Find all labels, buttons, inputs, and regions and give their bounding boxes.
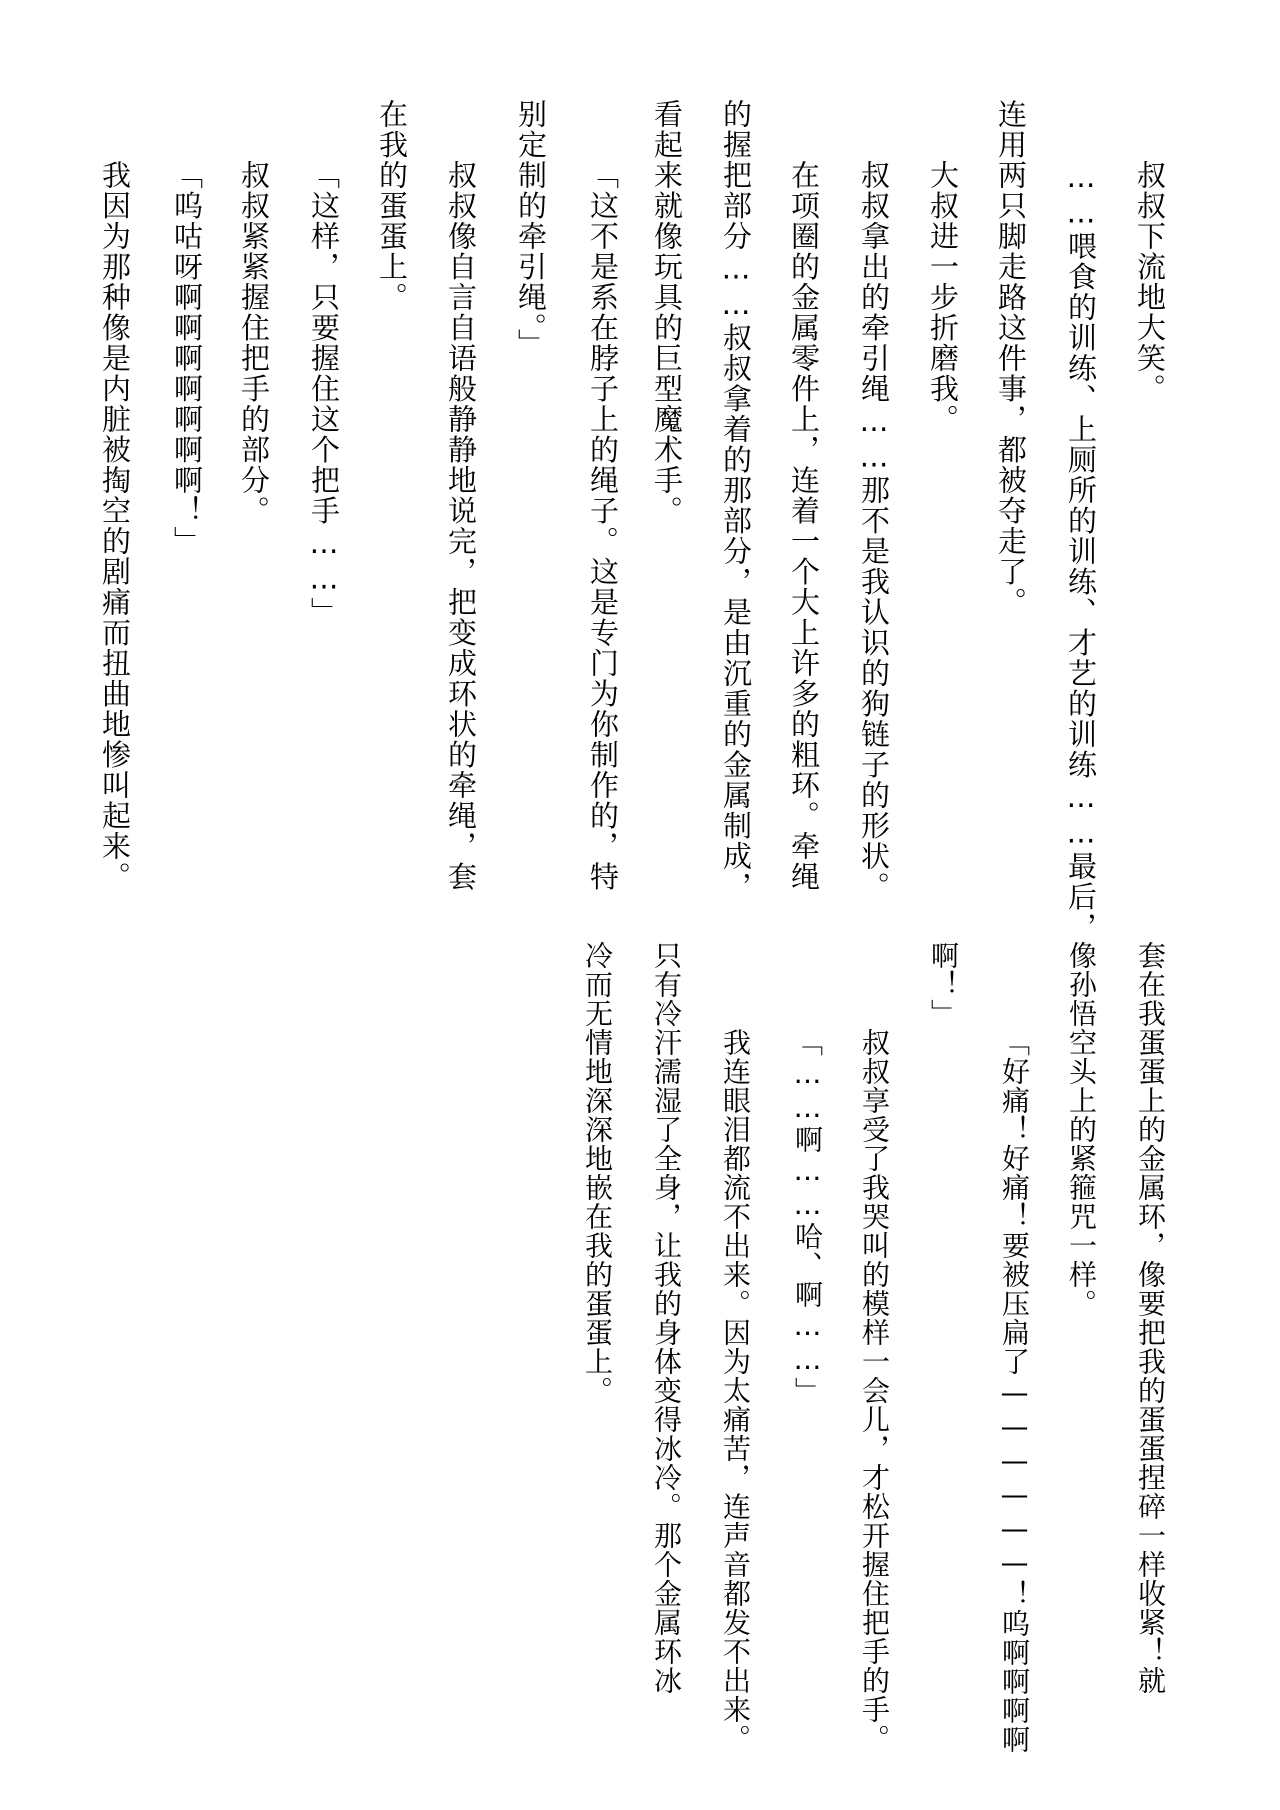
text-column: 我因为那种像是内脏被掏空的剧痛而扭曲地惨叫起来。 [98, 160, 132, 892]
text-column: 大叔进一步折磨我。 [926, 160, 960, 435]
text-column: 只有冷汗濡湿了全身，让我的身体变得冰冷。那个金属环冰 [650, 941, 683, 1695]
text-column: 看起来就像玩具的巨型魔术手。 [650, 99, 684, 526]
text-column: 冷而无情地深深地嵌在我的蛋蛋上。 [581, 941, 614, 1405]
text-column: 像孙悟空头上的紧箍咒一样。 [1065, 941, 1098, 1318]
text-column: ……喂食的训练、上厕所的训练、才艺的训练……最后， [1064, 160, 1098, 943]
text-column: 「……啊……哈、啊……」 [791, 1028, 824, 1406]
text-column: 「呜咕呀啊啊啊啊啊啊啊！」 [170, 160, 204, 557]
text-column: 在项圈的金属零件上，连着一个大上许多的粗环。牵绳 [787, 160, 821, 892]
text-column: 别定制的牵引绳。」 [514, 99, 548, 359]
text-column: 叔叔享受了我哭叫的模样一会儿，才松开握住把手的手。 [858, 1028, 891, 1753]
text-column: 连用两只脚走路这件事，都被夺走了。 [994, 99, 1028, 618]
text-column: 「这样，只要握住这个把手……」 [307, 160, 341, 628]
text-column: 我连眼泪都流不出来。因为太痛苦，连声音都发不出来。 [719, 1028, 752, 1753]
text-column: 叔叔拿出的牵引绳……那不是我认识的狗链子的形状。 [857, 160, 891, 902]
text-column: 啊！」 [927, 941, 960, 1028]
text-column: 套在我蛋蛋上的金属环，像要把我的蛋蛋捏碎一样收紧！就 [1134, 941, 1167, 1695]
text-column: 在我的蛋蛋上。 [375, 99, 409, 313]
text-column: 「这不是系在脖子上的绳子。这是专门为你制作的，特 [586, 160, 620, 892]
text-column: 的握把部分……叔叔拿着的那部分，是由沉重的金属制成， [719, 99, 753, 902]
text-column: 叔叔下流地大笑。 [1133, 160, 1167, 404]
text-column: 叔叔像自言自语般静静地说完，把变成环状的牵绳，套 [444, 160, 478, 892]
text-column: 叔叔紧紧握住把手的部分。 [237, 160, 271, 526]
text-column: 「好痛！好痛！要被压扁了——————！呜啊啊啊啊 [998, 1028, 1031, 1754]
